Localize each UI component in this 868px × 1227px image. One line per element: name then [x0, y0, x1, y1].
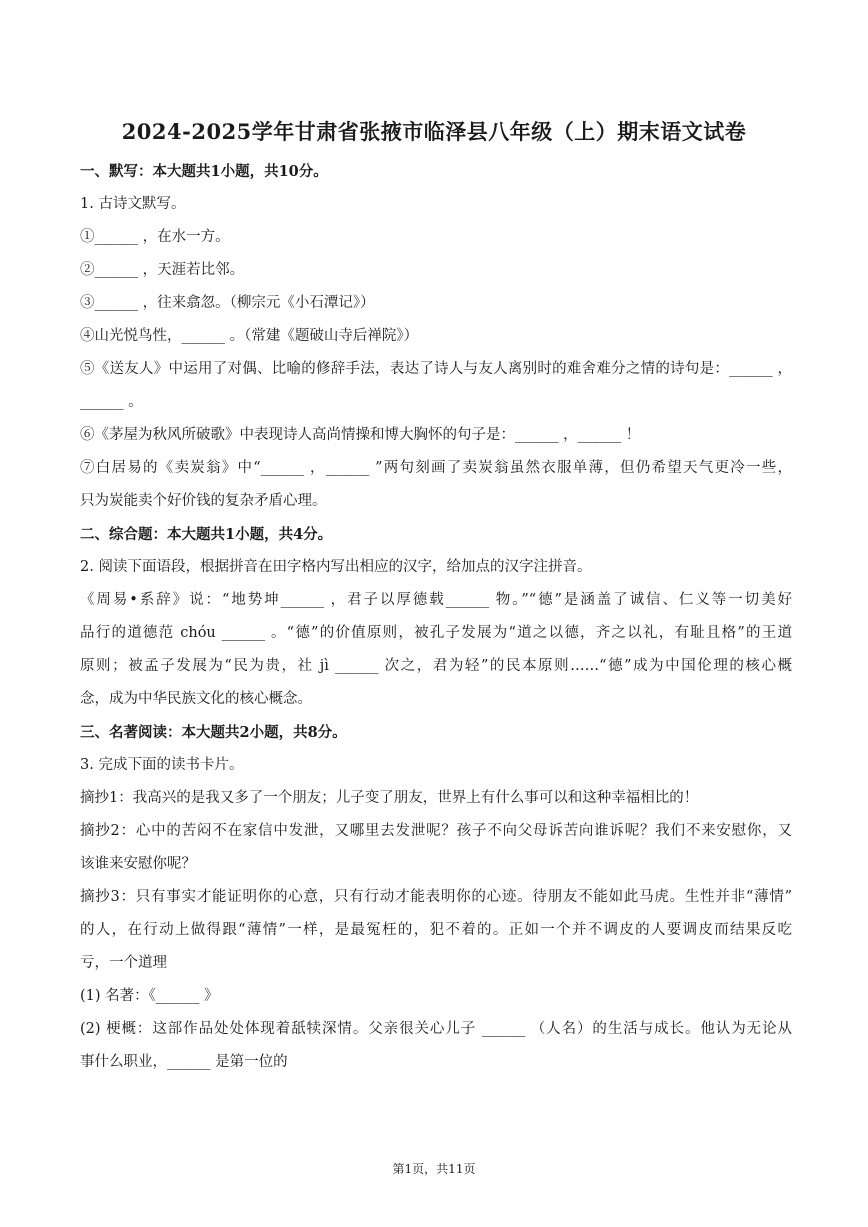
- question-item: ③______ ，往来翕忽。（柳宗元《小石潭记》）: [80, 295, 375, 311]
- sub-question: (1) 名著：《______ 》: [80, 988, 219, 1004]
- question-item: ⑦白居易的《卖炭翁》中“______ ，______ ”两句刻画了卖炭翁虽然衣服单薄，但仍希望天气更冷一些，: [80, 460, 792, 476]
- sub-question: (2) 梗概：这部作品处处体现着舐犊深情。父亲很关心儿子 ______ （人名）的生活与成长。他认为无论从: [80, 1021, 792, 1037]
- excerpt-line: 摘抄3：只有事实才能证明你的心意，只有行动才能表明你的心迹。待朋友不能如此马虎。生性并非“薄情”: [80, 889, 792, 905]
- section-heading: 二、综合题：本大题共1小题，共4分。: [80, 526, 333, 543]
- page-body: [80, 155, 792, 1079]
- question-stem: 2. 阅读下面语段，根据拼音在田字格内写出相应的汉字，给加点的汉字注拼音。: [80, 559, 592, 575]
- sub-question: 事什么职业，______ 是第一位的: [80, 1054, 288, 1070]
- passage-line: 《周易•系辞》说：“地势坤______ ，君子以厚德载______ 物。”“德”是涵盖了诚信、仁义等一切美好: [80, 592, 792, 608]
- excerpt-line: 亏，一个道理: [80, 955, 167, 971]
- passage-line: 念，成为中华民族文化的核心概念。: [80, 691, 312, 707]
- excerpt-line: 该谁来安慰你呢？: [80, 856, 196, 872]
- passage-line: 原则；被孟子发展为“民为贵，社 jì ______ 次之，君为轻”的民本原则……“德”成为中国伦理的核心概: [80, 658, 792, 674]
- question-stem: 3. 完成下面的读书卡片。: [80, 757, 244, 773]
- question-item: ⑤《送友人》中运用了对偶、比喻的修辞手法，表达了诗人与友人离别时的难舍难分之情的诗句是：______ ，: [80, 361, 792, 377]
- section-heading: 一、默写：本大题共1小题，共10分。: [80, 163, 328, 180]
- page-footer: 第1页，共11页: [392, 1162, 476, 1176]
- question-stem: 1. 古诗文默写。: [80, 196, 186, 212]
- question-item: ______ 。: [80, 394, 143, 410]
- section-heading: 三、名著阅读：本大题共2小题，共8分。: [80, 724, 347, 741]
- question-item: 只为炭能卖个好价钱的复杂矛盾心理。: [80, 493, 327, 509]
- question-item: ①______ ，在水一方。: [80, 229, 230, 245]
- excerpt-line: 摘抄2：心中的苦闷不在家信中发泄，又哪里去发泄呢？孩子不向父母诉苦向谁诉呢？我们不来安慰你，又: [80, 823, 792, 839]
- excerpt-line: 摘抄1：我高兴的是我又多了一个朋友；儿子变了朋友，世界上有什么事可以和这种幸福相比的！: [80, 790, 699, 806]
- question-item: ④山光悦鸟性，______ 。（常建《题破山寺后禅院》）: [80, 328, 419, 344]
- question-item: ②______ ，天涯若比邻。: [80, 262, 245, 278]
- question-item: ⑥《茅屋为秋风所破歌》中表现诗人高尚情操和博大胸怀的句子是：______ ，______ ！: [80, 427, 641, 443]
- excerpt-line: 的人，在行动上做得跟“薄情”一样，是最冤枉的，犯不着的。正如一个并不调皮的人要调皮而结果反吃: [80, 922, 792, 938]
- page-title: 2024-2025学年甘肃省张掖市临泽县八年级（上）期末语文试卷: [121, 119, 747, 144]
- passage-line: 品行的道德范 chóu ______ 。“德”的价值原则，被孔子发展为“道之以德，齐之以礼，有耻且格”的王道: [80, 625, 792, 641]
